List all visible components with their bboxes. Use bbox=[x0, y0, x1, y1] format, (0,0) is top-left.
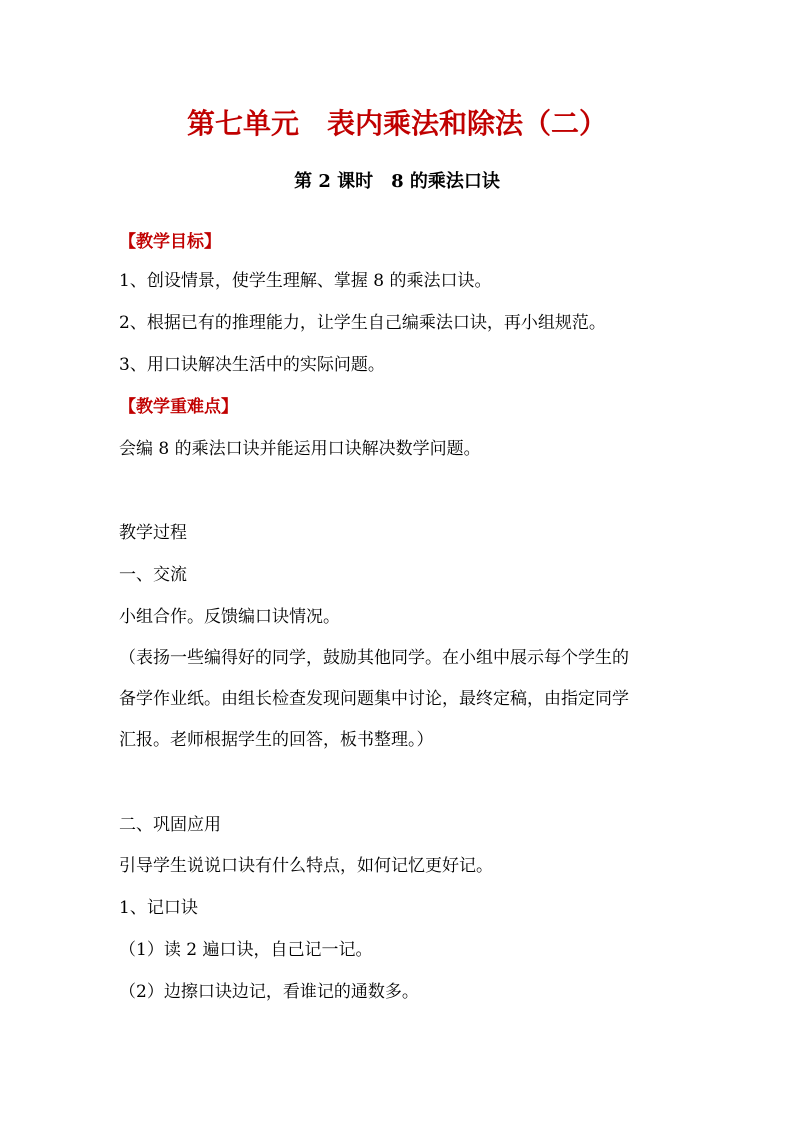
section1-line-2: （表扬一些编得好的同学，鼓励其他同学。在小组中展示每个学生的 bbox=[119, 648, 629, 668]
section1-line-1: 小组合作。反馈编口诀情况。 bbox=[119, 607, 340, 627]
section2-item-2: （2）边擦口诀边记，看谁记的通数多。 bbox=[119, 982, 419, 1002]
objective-item-3: 3、用口诀解决生活中的实际问题。 bbox=[119, 355, 385, 375]
section1-line-4: 汇报。老师根据学生的回答，板书整理。） bbox=[119, 730, 434, 750]
section2-item-1: （1）读 2 遍口诀，自己记一记。 bbox=[119, 940, 373, 960]
objective-item-2: 2、根据已有的推理能力，让学生自己编乘法口诀，再小组规范。 bbox=[119, 313, 606, 333]
objectives-heading: 【教学目标】 bbox=[119, 232, 221, 252]
keypoints-text: 会编 8 的乘法口诀并能运用口诀解决数学问题。 bbox=[119, 439, 481, 459]
section2-heading: 二、巩固应用 bbox=[119, 815, 221, 835]
process-heading: 教学过程 bbox=[119, 523, 187, 543]
lesson-subtitle: 第 2 课时 8 的乘法口诀 bbox=[294, 171, 500, 192]
objective-item-1: 1、创设情景，使学生理解、掌握 8 的乘法口诀。 bbox=[119, 271, 492, 291]
keypoints-heading: 【教学重难点】 bbox=[119, 397, 238, 417]
document-title: 第七单元 表内乘法和除法（二） bbox=[186, 107, 607, 140]
section1-line-3: 备学作业纸。由组长检查发现问题集中讨论，最终定稿，由指定同学 bbox=[119, 689, 629, 709]
section1-heading: 一、交流 bbox=[119, 565, 187, 585]
section2-intro: 引导学生说说口诀有什么特点，如何记忆更好记。 bbox=[119, 856, 493, 876]
section2-subheading: 1、记口诀 bbox=[119, 898, 198, 918]
